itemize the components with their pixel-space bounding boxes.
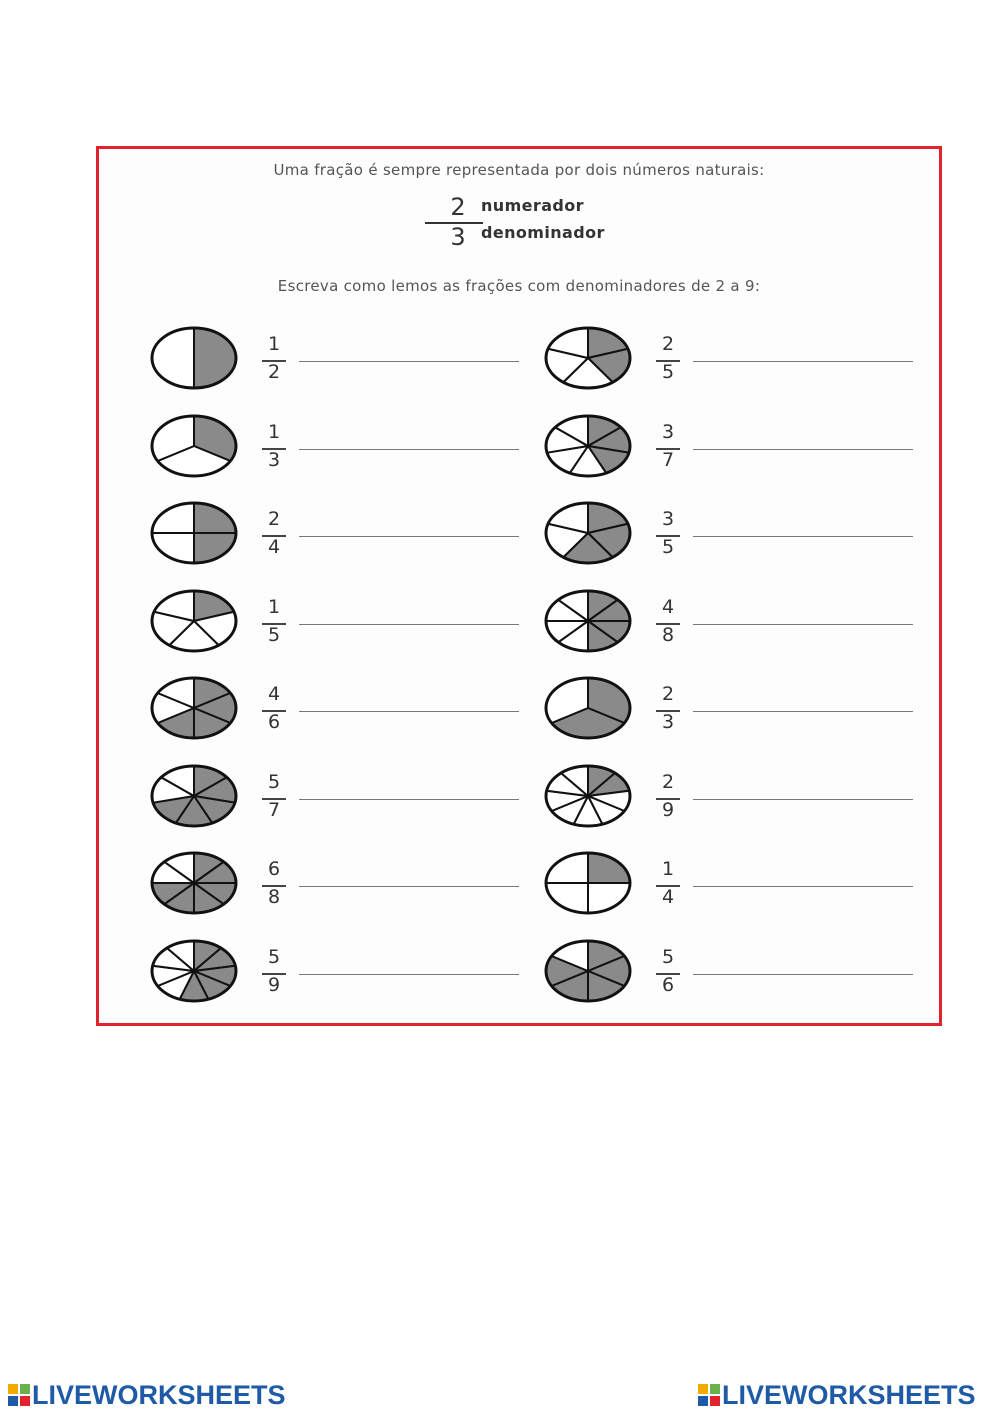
fraction-numerator: 6 — [267, 858, 281, 880]
fraction-pie — [543, 938, 633, 1004]
fraction-pie — [543, 500, 633, 566]
liveworksheets-icon — [8, 1384, 30, 1406]
answer-line[interactable] — [299, 886, 519, 887]
example-numerator: 2 — [450, 193, 466, 221]
fraction-pie — [149, 938, 239, 1004]
liveworksheets-logo-right — [698, 1378, 976, 1412]
fraction-label — [261, 413, 287, 479]
instruction-text: Escreva como lemos as frações com denominadores de 2 a 9: — [277, 277, 761, 295]
fraction-numerator: 4 — [661, 595, 675, 618]
fraction-numerator: 2 — [267, 508, 281, 530]
answer-line[interactable] — [693, 449, 913, 450]
fraction-pie — [543, 763, 633, 829]
fraction-item — [149, 763, 529, 833]
fraction-item — [149, 325, 529, 395]
brand-name: LIVEWORKSHEETS — [722, 1379, 976, 1410]
fraction-denominator: 8 — [661, 623, 675, 646]
answer-line[interactable] — [693, 361, 913, 362]
fraction-item — [149, 500, 529, 570]
answer-line[interactable] — [299, 711, 519, 712]
fraction-denominator: 9 — [267, 973, 281, 996]
answer-line[interactable] — [693, 886, 913, 887]
fraction-denominator: 7 — [267, 798, 281, 821]
fraction-denominator: 5 — [661, 536, 675, 558]
fraction-label — [655, 938, 681, 1004]
answer-line[interactable] — [299, 361, 519, 362]
fraction-item — [149, 675, 529, 745]
fraction-pie — [149, 500, 239, 566]
fraction-numerator: 4 — [267, 683, 281, 705]
fraction-label — [655, 675, 681, 741]
fraction-pie — [149, 763, 239, 829]
fraction-denominator: 7 — [661, 448, 675, 471]
fraction-denominator: 3 — [267, 448, 281, 471]
fraction-item — [543, 850, 923, 920]
fraction-pie — [543, 588, 633, 654]
answer-line[interactable] — [299, 449, 519, 450]
fraction-label — [655, 850, 681, 916]
liveworksheets-logo-left — [8, 1378, 286, 1412]
fraction-numerator: 5 — [661, 945, 675, 968]
worksheet-frame — [96, 146, 942, 1026]
fraction-pie — [149, 325, 239, 391]
fraction-item — [543, 325, 923, 395]
fraction-item — [543, 500, 923, 570]
fraction-denominator: 6 — [267, 711, 281, 733]
fraction-label — [261, 675, 287, 741]
answer-line[interactable] — [299, 799, 519, 800]
fraction-denominator: 3 — [661, 711, 675, 733]
fraction-pie — [149, 413, 239, 479]
fraction-denominator: 9 — [661, 798, 675, 821]
fraction-label — [261, 500, 287, 566]
fraction-label — [655, 325, 681, 391]
liveworksheets-icon — [698, 1384, 720, 1406]
fraction-numerator: 1 — [267, 420, 281, 443]
fraction-denominator: 8 — [267, 886, 281, 908]
fraction-item — [149, 850, 529, 920]
fraction-denominator: 4 — [267, 536, 281, 558]
pie-slice-empty — [152, 328, 194, 388]
fraction-numerator: 3 — [661, 420, 675, 443]
fraction-label — [261, 325, 287, 391]
fraction-item — [543, 588, 923, 658]
fraction-label — [261, 938, 287, 1004]
fraction-pie — [543, 325, 633, 391]
intro-text: Uma fração é sempre representada por dois números naturais: — [273, 161, 765, 179]
answer-line[interactable] — [299, 536, 519, 537]
denominator-label: denominador — [481, 223, 605, 242]
fraction-numerator: 2 — [661, 770, 675, 793]
fraction-denominator: 6 — [661, 973, 675, 996]
fraction-item — [543, 413, 923, 483]
answer-line[interactable] — [693, 799, 913, 800]
fraction-numerator: 2 — [661, 333, 675, 355]
fraction-numerator: 1 — [267, 595, 281, 618]
fraction-denominator: 2 — [267, 361, 281, 383]
answer-line[interactable] — [299, 974, 519, 975]
fraction-label — [655, 500, 681, 566]
fraction-label — [261, 588, 287, 654]
fraction-pie — [149, 675, 239, 741]
fraction-denominator: 5 — [661, 361, 675, 383]
fraction-pie — [149, 588, 239, 654]
fraction-denominator: 5 — [267, 623, 281, 646]
fraction-pie — [543, 675, 633, 741]
fraction-numerator: 5 — [267, 945, 281, 968]
fraction-label — [655, 588, 681, 654]
fraction-label — [261, 850, 287, 916]
fraction-item — [149, 588, 529, 658]
fraction-item — [149, 413, 529, 483]
fraction-item — [149, 938, 529, 1008]
fraction-numerator: 1 — [661, 858, 675, 880]
brand-name: LIVEWORKSHEETS — [32, 1379, 286, 1410]
fraction-numerator: 2 — [661, 683, 675, 705]
fraction-item — [543, 675, 923, 745]
fraction-numerator: 3 — [661, 508, 675, 530]
answer-line[interactable] — [693, 974, 913, 975]
fraction-label — [655, 413, 681, 479]
fraction-item — [543, 763, 923, 833]
fraction-pie — [543, 850, 633, 916]
answer-line[interactable] — [299, 624, 519, 625]
fraction-label — [261, 763, 287, 829]
fraction-example — [421, 193, 661, 249]
fraction-denominator: 4 — [661, 886, 675, 908]
answer-line[interactable] — [693, 711, 913, 712]
fraction-pie — [149, 850, 239, 916]
fraction-numerator: 5 — [267, 770, 281, 793]
fraction-label — [655, 763, 681, 829]
pie-slice-shaded — [194, 328, 236, 388]
answer-line[interactable] — [693, 536, 913, 537]
fraction-item — [543, 938, 923, 1008]
fraction-numerator: 1 — [267, 333, 281, 355]
example-denominator: 3 — [450, 223, 466, 251]
numerator-label: numerador — [481, 196, 584, 215]
answer-line[interactable] — [693, 624, 913, 625]
fraction-pie — [543, 413, 633, 479]
